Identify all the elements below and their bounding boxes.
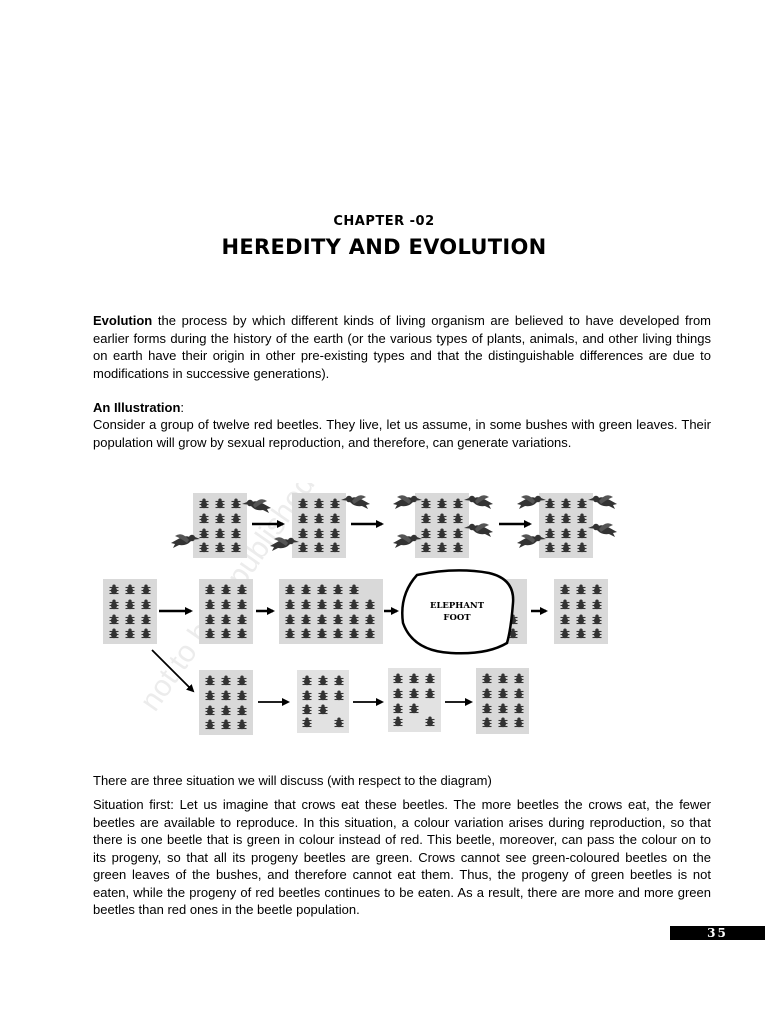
evolution-term: Evolution [93, 313, 153, 328]
evolution-definition: the process by which different kinds of living organism are believed to have developed from earlier forms during the history of the earth (or the various types of plants, animals, and other living things on earth have their origin in other pre-existing types and that the distinguishable differences are due to modifications in successive generations). [93, 313, 711, 381]
chapter-label: CHAPTER -02 [333, 214, 435, 229]
elephant-foot-label-1: ELEPHANT [429, 601, 485, 611]
illustration-paragraph: Consider a group of twelve red beetles. They live, let us assume, in some bushes with green leaves. Their population will grow by sexual reproduction, and therefore, can generate variations. [93, 417, 711, 450]
bottom-row [152, 650, 529, 735]
elephant-foot-label-2: FOOT [443, 613, 471, 623]
illustration-heading [93, 399, 711, 417]
illustration-heading-text: An Illustration [93, 400, 181, 415]
page-number: 35 [670, 926, 765, 940]
evolution-paragraph [93, 312, 711, 382]
chapter-title: HEREDITY AND EVOLUTION [221, 235, 547, 259]
three-situations-intro: There are three situation we will discuss (with respect to the diagram) [93, 773, 492, 788]
beetle-evolution-diagram [95, 483, 635, 743]
top-row [171, 493, 617, 558]
figure-watermark: not to republished [133, 483, 322, 718]
situation-first-paragraph: Situation first: Let us imagine that crows eat these beetles. The more beetles the crows eat, the fewer beetles are available to reproduce. In this situation, a colour variation arises during reproduction, so that there is one beetle that is green in colour instead of red. This beetle, moreover, can pass the colour on to its progeny, so that all its progeny beetles are green. Crows cannot see green-coloured beetles on the green leaves of the bushes, and therefore cannot eat them. Thus, the progeny of green beetles is not eaten, while the progeny of red beetles continues to be eaten. As a result, there are more and more green beetles than red ones in the beetle population. [93, 797, 711, 917]
illustration-heading-colon: : [180, 400, 185, 415]
elephant-foot-shape [402, 570, 513, 653]
